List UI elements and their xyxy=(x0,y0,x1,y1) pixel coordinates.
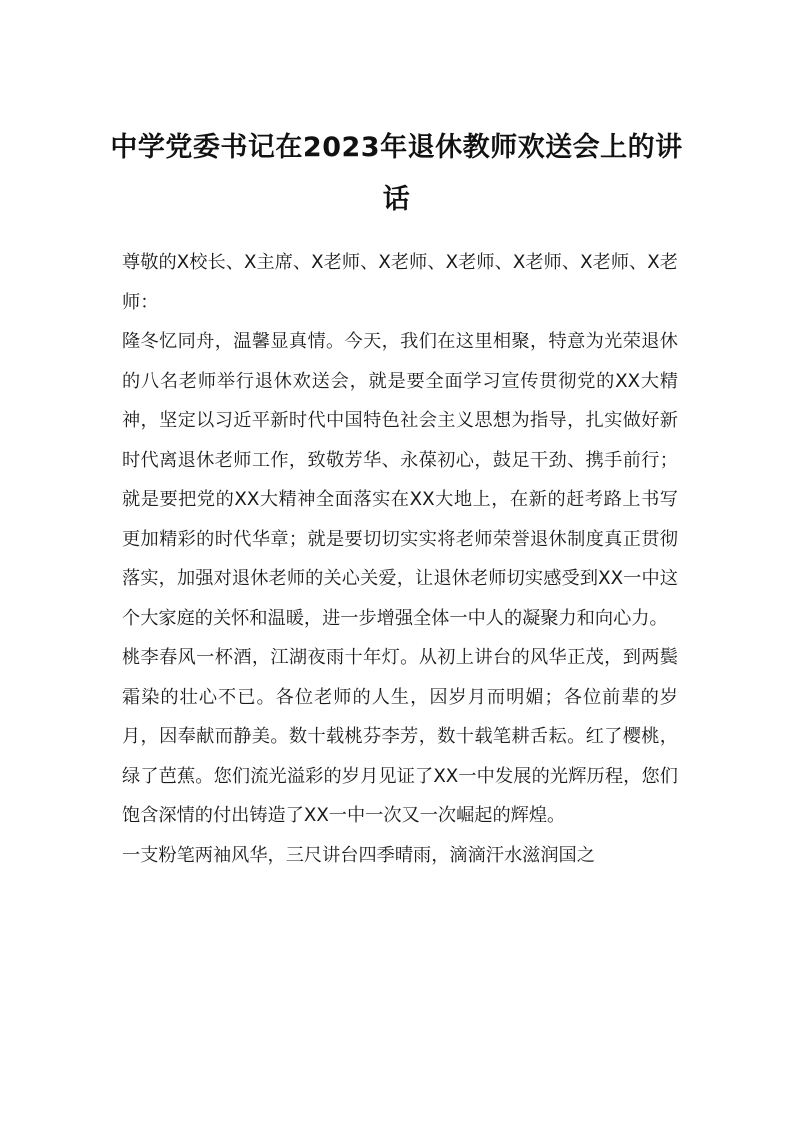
document-body xyxy=(122,243,678,875)
body-paragraph: 隆冬忆同舟，温馨显真情。今天，我们在这里相聚，特意为光荣退休的八名老师举行退休欢送会，就是要全面学习宣传贯彻党的XX大精神，坚定以习近平新时代中国特色社会主义思想为指导，扎实做好新时代离退休老师工作，致敬芳华、永葆初心，鼓足干劲、携手前行；就是要把党的XX大精神全面落实在XX大地上，在新的赶考路上书写更加精彩的时代华章；就是要切切实实将老师荣誉退休制度真正贯彻落实，加强对退休老师的关心关爱，让退休老师切实感受到XX一中这个大家庭的关怀和温暖，进一步增强全体一中人的凝聚力和向心力。 xyxy=(122,331,678,629)
body-paragraph: 桃李春风一杯酒，江湖夜雨十年灯。从初上讲台的风华正茂，到两鬓霜染的壮心不已。各位老师的人生，因岁月而明媚；各位前辈的岁月，因奉献而静美。数十载桃芬李芳，数十载笔耕舌耘。红了樱桃，绿了芭蕉。您们流光溢彩的岁月见证了XX一中发展的光辉历程，您们饱含深情的付出铸造了XX一中一次又一次崛起的辉煌。 xyxy=(122,647,678,826)
body-paragraph: 一支粉笔两袖风华，三尺讲台四季晴雨，滴滴汗水滋润国之 xyxy=(122,844,595,866)
document-title: 中学党委书记在2023年退休教师欢送会上的讲话 xyxy=(110,132,683,215)
salutation-paragraph: 尊敬的X校长、X主席、X老师、X老师、X老师、X老师、X老师、X老师： xyxy=(122,252,678,313)
